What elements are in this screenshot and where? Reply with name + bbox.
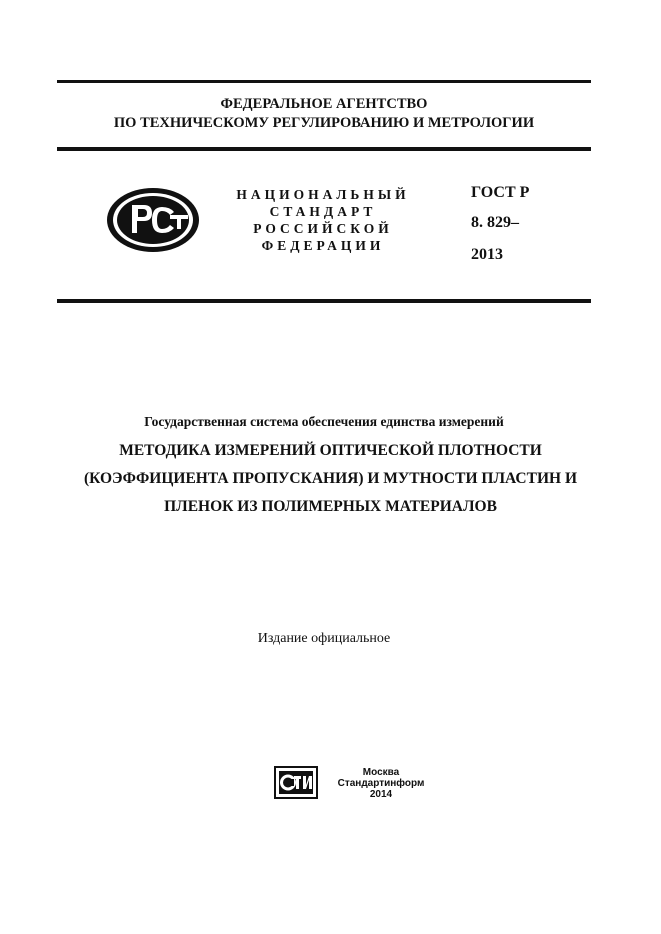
publisher-city: Москва — [362, 767, 400, 778]
agency-name-line2: ПО ТЕХНИЧЕСКОМУ РЕГУЛИРОВАНИЮ И МЕТРОЛОГИИ — [113, 115, 535, 131]
gost-r-logo — [104, 185, 202, 255]
publisher-name: Стандартинформ — [337, 778, 425, 789]
gost-designation-line1: ГОСТ Р — [471, 184, 530, 201]
document-title-line2: (КОЭФФИЦИЕНТА ПРОПУСКАНИЯ) И МУТНОСТИ ПЛАСТИН И — [83, 470, 578, 487]
block-rule — [57, 299, 591, 303]
gost-designation-line2: 8. 829– — [471, 214, 519, 231]
agency-name-line1: ФЕДЕРАЛЬНОЕ АГЕНТСТВО — [220, 96, 428, 112]
header-rule — [57, 147, 591, 151]
publisher-year: 2014 — [369, 789, 393, 800]
national-standard-line1: НАЦИОНАЛЬНЫЙ — [236, 187, 410, 202]
national-standard-line2: СТАНДАРТ — [269, 204, 377, 219]
document-title-line3: ПЛЕНОК ИЗ ПОЛИМЕРНЫХ МАТЕРИАЛОВ — [164, 498, 497, 515]
edition-label: Издание официальное — [257, 631, 391, 646]
national-standard-line4: ФЕДЕРАЦИИ — [261, 238, 385, 253]
document-title-line1: МЕТОДИКА ИЗМЕРЕНИЙ ОПТИЧЕСКОЙ ПЛОТНОСТИ — [119, 442, 542, 459]
gost-designation-line3: 2013 — [471, 246, 503, 263]
top-rule — [57, 80, 591, 83]
series-title: Государственная система обеспечения единства измерений — [144, 414, 504, 429]
standartinform-logo — [274, 766, 318, 799]
national-standard-line3: РОССИЙСКОЙ — [253, 221, 393, 236]
